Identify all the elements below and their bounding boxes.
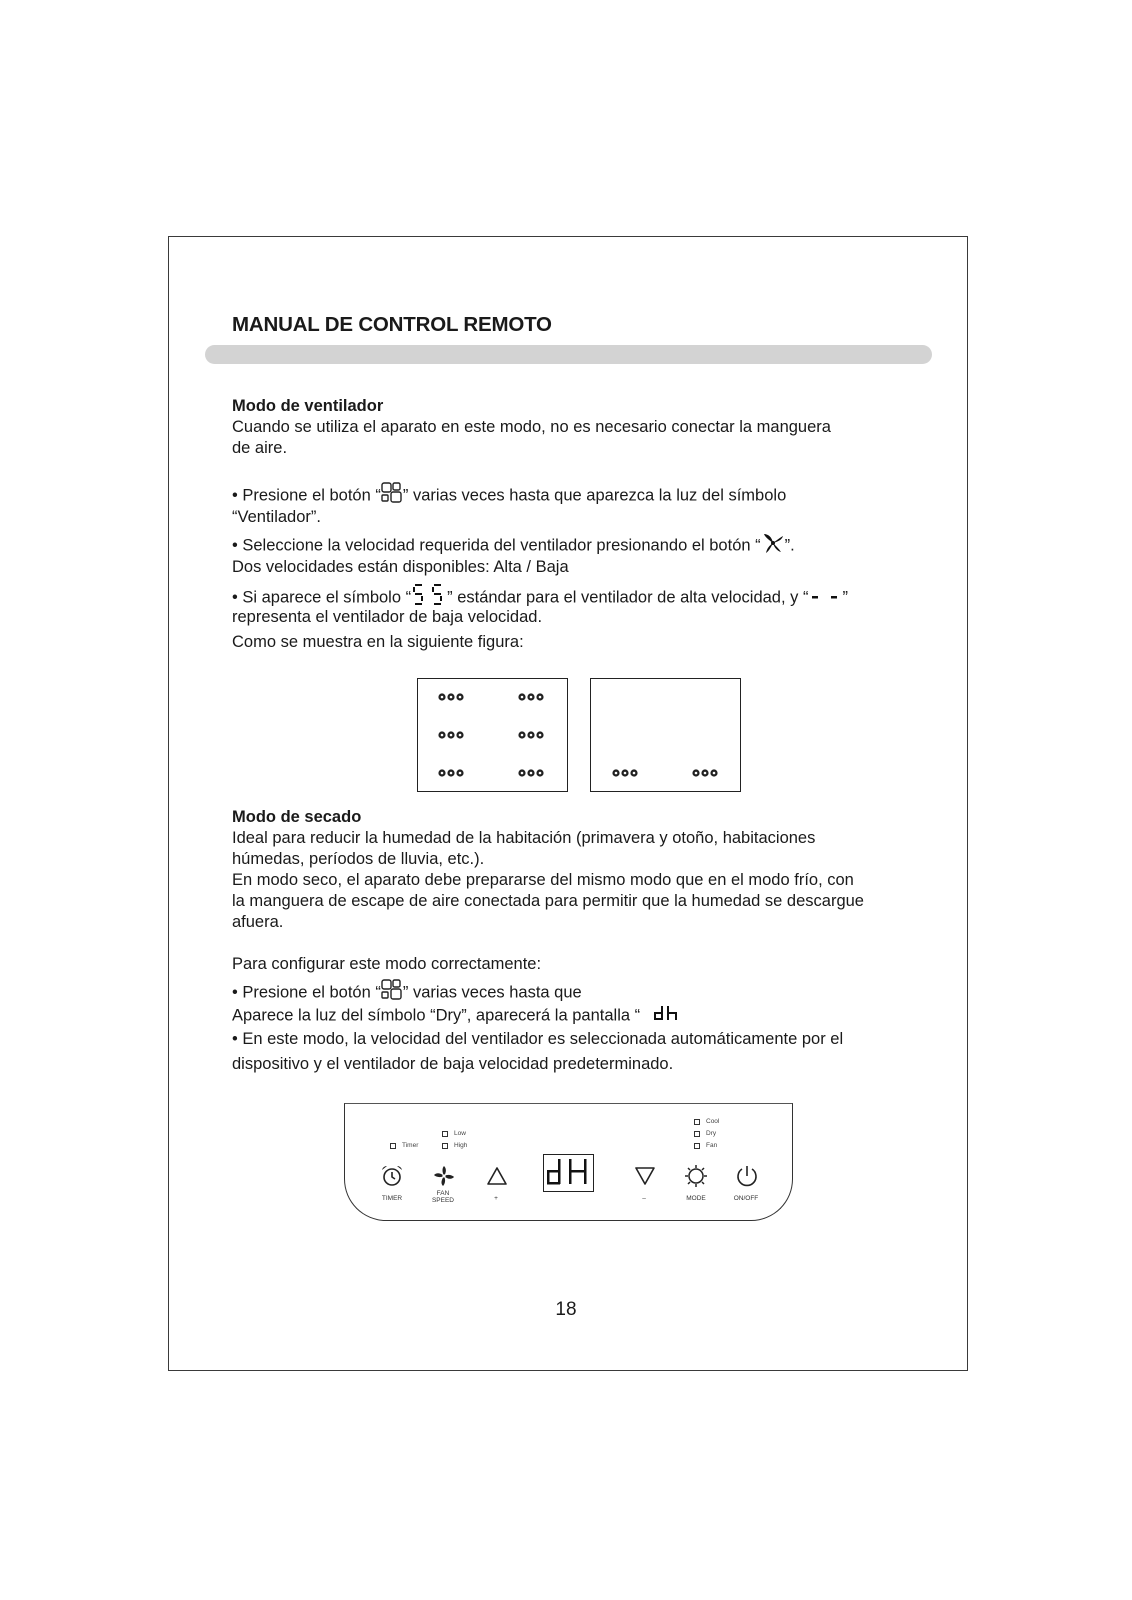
fan-mode-heading: Modo de ventilador [232,397,384,415]
fan-bullet-2-pre: • Seleccione la velocidad requerida del ventilador presionando el botón “ [232,536,761,555]
dry-step-1-line2 [232,1004,679,1028]
segment-dots [518,693,543,700]
low-indicator-label: Low [454,1130,466,1137]
dry-step-2-line2: dispositivo y el ventilador de baja velocidad predeterminado. [232,1055,674,1073]
onoff-button-label: ON/OFF [733,1195,759,1202]
page-title: MANUAL DE CONTROL REMOTO [232,313,552,336]
panel-display [543,1154,594,1192]
indicator-square [390,1143,396,1149]
segment-dots [518,769,543,776]
dh-display-segments [544,1155,592,1190]
indicator-square [442,1143,448,1149]
fan-bullet-3-pre: • Si aparece el símbolo “ [232,588,412,607]
dry-step-1-post: ” varias veces hasta que [402,983,582,1002]
alarm-clock-icon[interactable] [380,1164,404,1193]
indicator-square [694,1131,700,1137]
dry-mode-heading: Modo de secado [232,808,362,826]
segment-dots [438,731,463,738]
fan-indicator [694,1142,717,1149]
indicator-square [694,1143,700,1149]
high-indicator-label: High [454,1142,468,1149]
dry-p1-line1: Ideal para reducir la humedad de la habitación (primavera y otoño, habitaciones [232,829,816,847]
fan-bullet-2-line2: Dos velocidades están disponibles: Alta / Baja [232,558,569,576]
dh-display-icon [653,1004,679,1028]
dry-step-1-pre: • Presione el botón “ [232,983,381,1002]
cool-indicator-label: Cool [706,1118,720,1125]
fan-bullet-1-post: ” varias veces hasta que aparezca la luz del símbolo [402,486,787,505]
figure-caption: Como se muestra en la siguiente figura: [232,633,524,651]
triangle-down-icon[interactable] [634,1166,656,1191]
fan-bullet-2-post: ”. [784,536,795,555]
mode-button-label: MODE [686,1195,706,1202]
dry-setup-intro: Para configurar este modo correctamente: [232,955,542,973]
fan-mode-intro-line2: de aire. [232,439,288,457]
dry-step-1 [232,979,582,1007]
page-number: 18 [555,1299,577,1320]
triangle-up-icon[interactable] [486,1166,508,1191]
fan-mode-intro-line1: Cuando se utiliza el aparato en este modo, no es necesario conectar la manguera [232,418,831,436]
power-icon[interactable] [735,1164,759,1193]
minus-button-label: – [642,1195,646,1202]
mode-button-icon [381,979,403,1007]
dry-step-1-line2-text: Aparece la luz del símbolo “Dry”, aparecerá la pantalla “ [232,1006,641,1025]
dry-p1-line2: húmedas, períodos de lluvia, etc.). [232,850,485,868]
fan-indicator-label: Fan [706,1142,718,1149]
dry-p2-line2: la manguera de escape de aire conectada para permitir que la humedad se descargue [232,892,864,910]
segment-dots [612,769,637,776]
fan-speed-label-1: FAN [436,1190,450,1197]
fan-bullet-3-post: ” [842,588,848,607]
indicator-square [694,1119,700,1125]
dry-p2-line3: afuera. [232,913,284,931]
fan-bullet-1-pre: • Presione el botón “ [232,486,381,505]
segment-dots [692,769,717,776]
plus-button-label: + [494,1195,498,1202]
high-indicator [442,1142,467,1149]
fan-bullet-3-line2: representa el ventilador de baja velocidad. [232,608,543,626]
segment-dots [518,731,543,738]
fan-bullet-1-line2: “Ventilador”. [232,508,321,526]
dry-indicator [694,1130,716,1137]
timer-button-label: TIMER [381,1195,403,1202]
timer-indicator [390,1142,418,1149]
sun-mode-icon[interactable] [684,1164,708,1193]
dry-step-2-line1: • En este modo, la velocidad del ventilador es seleccionada automáticamente por el [232,1030,844,1048]
dry-p2-line1: En modo seco, el aparato debe prepararse del mismo modo que en el modo frío, con [232,871,854,889]
segment-dots [438,769,463,776]
fan-icon[interactable] [433,1165,455,1192]
dry-indicator-label: Dry [706,1130,717,1137]
fan-bullet-3-mid: ” estándar para el ventilador de alta velocidad, y “ [447,588,809,607]
segment-dots [438,693,463,700]
indicator-square [442,1131,448,1137]
fan-speed-label-2: SPEED [431,1197,455,1204]
low-indicator [442,1130,466,1137]
cool-indicator [694,1118,719,1125]
timer-indicator-label: Timer [402,1142,419,1149]
